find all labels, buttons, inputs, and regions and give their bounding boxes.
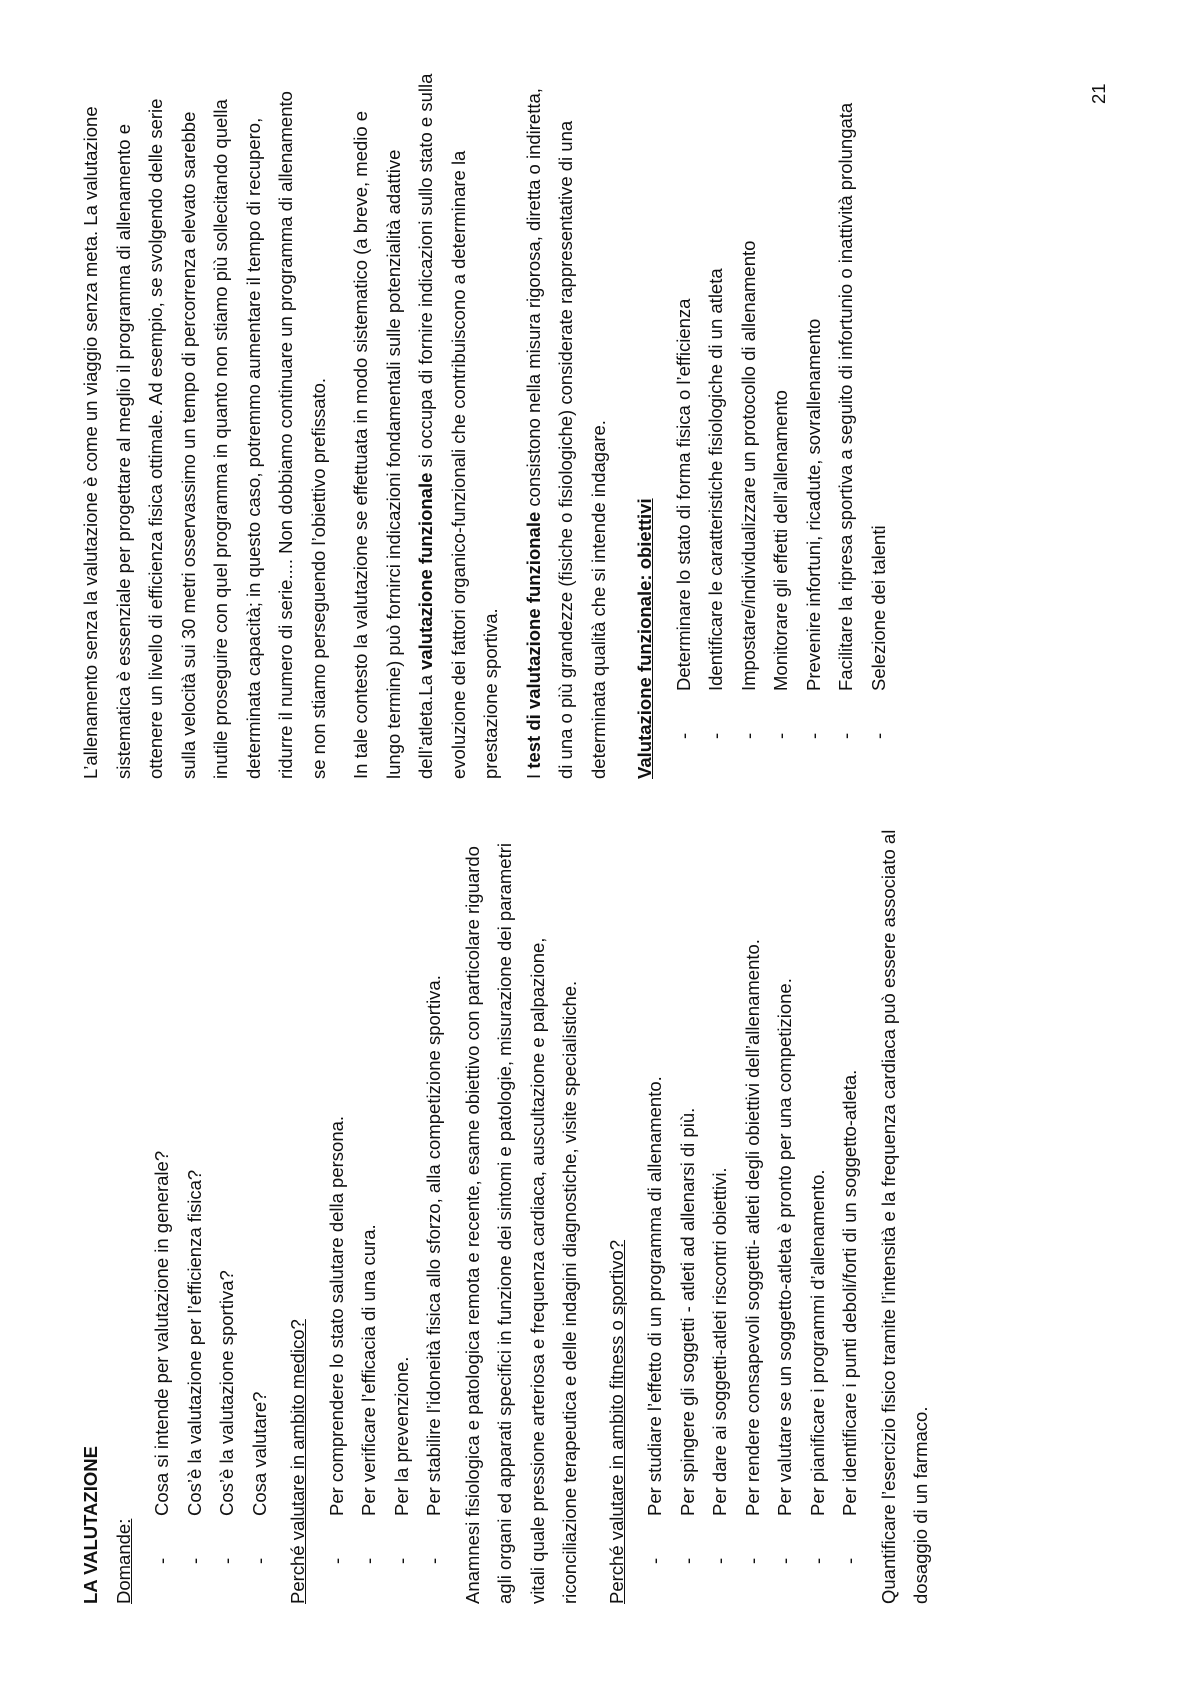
list-item: - Facilitare la ripresa sportiva a seguito di infortunio o inattività prolungata: [830, 69, 863, 779]
list-item: - Cosa valutare?: [244, 824, 277, 1604]
test-bold: test di valutazione funzionale: [522, 511, 544, 769]
list-item: - Prevenire infortuni, ricadute, sovrallenamento: [798, 69, 831, 779]
test-text-a: I: [522, 768, 544, 779]
page-number: 21: [1088, 83, 1109, 104]
anamnesi-paragraph: Anamnesi fisiologica e patologica remota e recente, esame obiettivo con particolare riguardo agli organi ed apparati specifici in funzione dei sintomi e patologie, misurazione dei parametri vitali quale pressione arteriosa e frequenza cardiaca, auscultazione e palpazione, riconciliazione terapeutica e delle indagini diagnostiche, visite specialistiche.: [461, 843, 580, 1604]
list-item: - Determinare lo stato di forma fisica o l’efficienza: [668, 69, 701, 779]
list-item: - Per rendere consapevoli soggetti- atleti degli obiettivi dell’allenamento.: [737, 824, 770, 1604]
quantificare-paragraph: Quantificare l’esercizio fisico tramite l’intensità e la frequenza cardiaca può essere associato al dosaggio di un farmaco.: [877, 829, 931, 1604]
obiettivi-list: [668, 69, 896, 779]
list-item: - Cosa si intende per valutazione in generale?: [146, 824, 179, 1604]
list-item: - Per pianificare i programmi d’allenamento.: [802, 824, 835, 1604]
list-item: - Per verificare l’efficacia di una cura.: [353, 824, 386, 1604]
fitness-heading: Perché valutare in ambito fitness o sportivo?: [605, 1239, 627, 1604]
contesto-text-a: In tale contesto la valutazione se effettuata in modo sistematico (a breve, medio e lungo termine) può fornirci indicazioni fondamentali sulle potenzialità adattive dell’atleta.La: [350, 110, 436, 779]
list-item: - Per spingere gli soggetti - atleti ad allenarsi di più.: [672, 824, 705, 1604]
contesto-text-b: si occupa di fornire indicazioni sullo stato e sulla evoluzione dei fattori organico-funzionali che contribuiscono a determinare la prestazione sportiva.: [415, 73, 501, 779]
list-item: - Selezione dei talenti: [863, 69, 896, 779]
list-item: - Per la prevenzione.: [386, 824, 419, 1604]
list-item: - Monitorare gli effetti dell’allenamento: [765, 69, 798, 779]
list-item: - Cos’è la valutazione per l’efficienza fisica?: [179, 824, 212, 1604]
domande-list: [146, 824, 276, 1604]
contesto-bold: valutazione funzionale: [415, 472, 436, 670]
test-text-b: consistono nella misura rigorosa, diretta o indiretta, di una o più grandezze (fisiche o fisiologiche) considerate rappresentative di una determinata qualità che si intende indagare.: [522, 88, 609, 779]
list-item: - Impostare/individualizzare un protocollo di allenamento: [733, 69, 766, 779]
list-item: - Cos’è la valutazione sportiva?: [211, 824, 244, 1604]
intro-paragraph: L’allenamento senza la valutazione è come un viaggio senza meta. La valutazione sistematica è essenziale per progettare al meglio il programma di allenamento e ottenere un livello di efficienza fisica ottimale. Ad esempio, se svolgendo delle serie sulla velocità sui 30 metri osservassimo un tempo di percorrenza elevato sarebbe inutile proseguire con quel programma in quanto non stiamo più sollecitando quella determinata capacità; in questo caso, potremmo aumentare il tempo di recupero, ridurre il numero di serie.... Non dobbiamo continuare un programma di allenamento se non stiamo perseguendo l’obiettivo prefissato.: [80, 91, 329, 779]
list-item: - Identificare le caratteristiche fisiologiche di un atleta: [700, 69, 733, 779]
obiettivi-heading: Valutazione funzionale: obiettivi: [634, 498, 655, 779]
list-item: - Per comprendere lo stato salutare della persona.: [321, 824, 354, 1604]
list-item: - Per dare ai soggetti-atleti riscontri obiettivi.: [704, 824, 737, 1604]
list-item: - Per stabilire l’idoneità fisica allo sforzo, alla competizione sportiva.: [418, 824, 451, 1604]
domande-heading: Domande:: [112, 1518, 134, 1604]
list-item: - Per identificare i punti deboli/forti di un soggetto-atleta.: [834, 824, 867, 1604]
medico-list: [321, 824, 451, 1604]
fitness-list: [639, 824, 867, 1604]
right-column: [75, 69, 901, 779]
list-item: - Per valutare se un soggetto-atleta è pronto per una competizione.: [769, 824, 802, 1604]
test-paragraph: [518, 69, 616, 779]
page-title: LA VALUTAZIONE: [80, 1446, 101, 1604]
left-column: [75, 824, 938, 1604]
medico-heading: Perché valutare in ambito medico?: [287, 1319, 308, 1604]
contesto-paragraph: [345, 69, 508, 779]
list-item: - Per studiare l’effetto di un programma di allenamento.: [639, 824, 672, 1604]
